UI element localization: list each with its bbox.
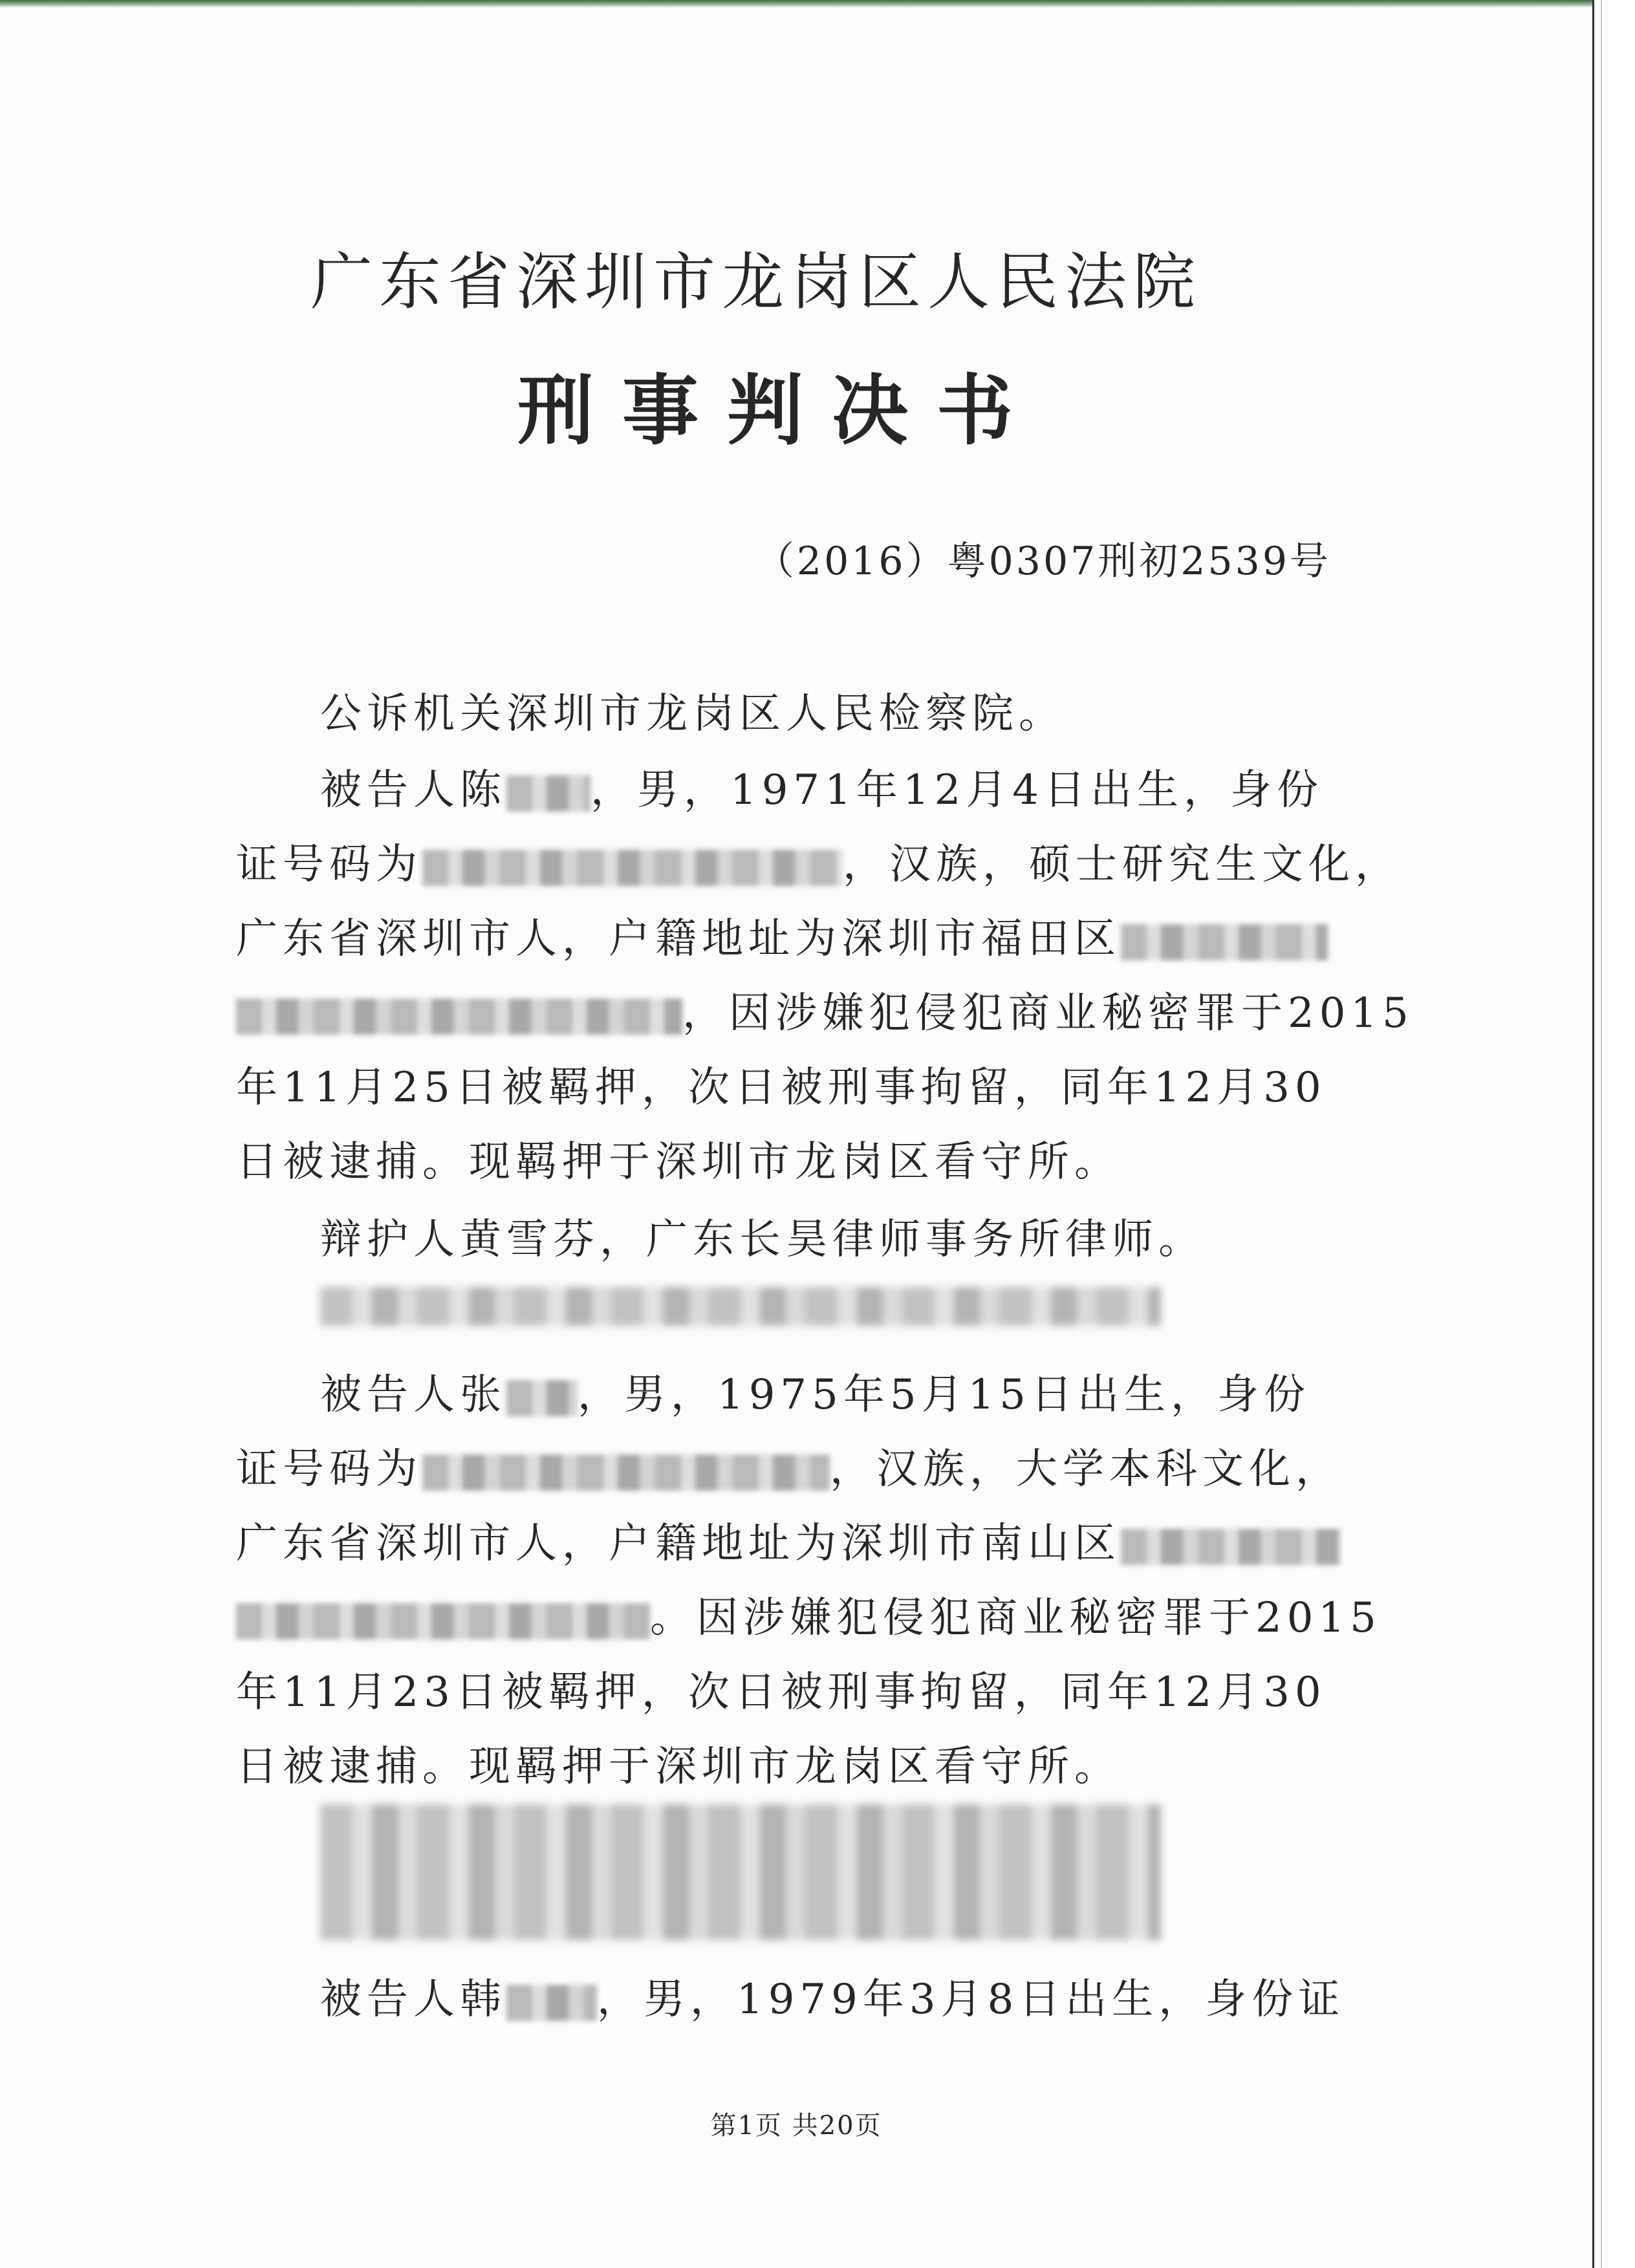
redacted-address-cont (236, 1603, 650, 1639)
defendant2-line6: 日被逮捕。现羁押于深圳市龙岗区看守所。 (236, 1743, 1121, 1791)
defendant2-line3: 广东省深圳市人，户籍地址为深圳市南山区 (236, 1510, 1323, 1570)
case-number: （2016）粤0307刑初2539号 (755, 539, 1331, 584)
redacted-id-number (422, 850, 843, 886)
redacted-address-cont (236, 999, 682, 1035)
defendant1-line6: 日被逮捕。现羁押于深圳市龙岗区看守所。 (236, 1138, 1121, 1186)
defendant2-line5: 年11月23日被羁押，次日被刑事拘留，同年12月30 (236, 1669, 1326, 1716)
defendant2-line1: 被告人张 ，男，1975年5月15日出生，身份 (320, 1371, 1311, 1419)
document-title: 刑事判决书 (517, 365, 1042, 455)
defendant1-line1: 被告人陈 ，男，1971年12月4日出生，身份 (320, 766, 1324, 814)
scan-edge-top (0, 0, 1635, 8)
defendant3-line1: 被告人韩 ，男，1979年3月8日出生，身份证 (320, 1976, 1345, 2024)
court-name: 广东省深圳市龙岗区人民法院 (310, 246, 1202, 318)
defender1-line: 辩护人黄雪芬，广东长昊律师事务所律师。 (320, 1216, 1205, 1264)
redacted-name (506, 1985, 597, 2021)
defendant1-line3: 广东省深圳市人，户籍地址为深圳市福田区 (236, 905, 1323, 965)
defendant1-line5: 年11月25日被羁押，次日被刑事拘留，同年12月30 (236, 1064, 1326, 1112)
page-footer: 第1页 共20页 (710, 2111, 882, 2141)
redacted-name (506, 775, 590, 812)
defendant2-line2: 证号码为 ，汉族，大学本科文化， (236, 1445, 1342, 1493)
redacted-id-number (422, 1454, 830, 1491)
scan-edge-right (1592, 0, 1635, 2268)
redacted-name (506, 1380, 578, 1416)
redacted-defender-block (320, 1804, 1161, 1940)
defendant2-line4: 。因涉嫌犯侵犯商业秘密罪于2015 (236, 1584, 1323, 1644)
redacted-address (1121, 924, 1328, 960)
redacted-address (1121, 1529, 1341, 1565)
defendant1-line4: ，因涉嫌犯侵犯商业秘密罪于2015 (236, 980, 1323, 1039)
prosecutor-line: 公诉机关深圳市龙岗区人民检察院。 (320, 690, 1065, 738)
defendant1-line2: 证号码为 ，汉族，硕士研究生文化， (236, 841, 1402, 889)
redacted-line (320, 1287, 1161, 1326)
